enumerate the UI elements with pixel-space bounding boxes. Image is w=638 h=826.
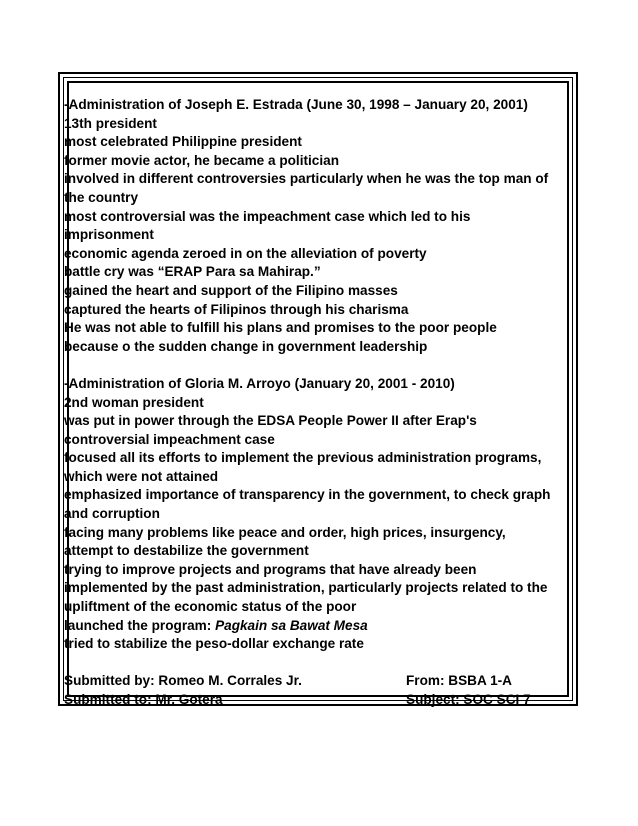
estrada-line: battle cry was “ERAP Para sa Mahirap.” (64, 264, 321, 280)
arroyo-line: facing many problems like peace and order, high prices, insurgency, (64, 524, 506, 540)
program-line (64, 617, 564, 636)
estrada-line: gained the heart and support of the Filipino masses (64, 282, 398, 298)
estrada-line: most celebrated Philippine president (64, 134, 302, 150)
from-section: From: BSBA 1-A (406, 673, 512, 689)
submitted-by: Submitted by: Romeo M. Corrales Jr. (64, 673, 302, 689)
arroyo-line: implemented by the past administration, particularly projects related to the (64, 580, 548, 596)
arroyo-heading: -Administration of Gloria M. Arroyo (January 20, 2001 - 2010) (64, 375, 455, 391)
arroyo-line: trying to improve projects and programs that have already been (64, 561, 477, 577)
estrada-line: the country (64, 189, 139, 205)
estrada-line: 13th president (64, 115, 157, 131)
estrada-line: He was not able to fulfill his plans and promises to the poor people (64, 320, 497, 336)
estrada-line: because o the sudden change in government leadership (64, 338, 428, 354)
estrada-line: economic agenda zeroed in on the alleviation of poverty (64, 245, 427, 261)
arroyo-line: attempt to destabilize the government (64, 543, 309, 559)
arroyo-line: emphasized importance of transparency in the government, to check graph (64, 487, 551, 503)
arroyo-line: controversial impeachment case (64, 431, 275, 447)
estrada-line: most controversial was the impeachment case which led to his (64, 208, 471, 224)
footer-row-2 (64, 691, 564, 710)
estrada-line: imprisonment (64, 227, 154, 243)
arroyo-line: tried to stabilize the peso-dollar exchange rate (64, 636, 364, 652)
arroyo-line: was put in power through the EDSA People Power II after Erap's (64, 413, 477, 429)
estrada-heading: -Administration of Joseph E. Estrada (June 30, 1998 – January 20, 2001) (64, 97, 528, 112)
arroyo-line: and corruption (64, 506, 160, 522)
footer-row-1 (64, 672, 564, 691)
arroyo-line: which were not attained (64, 468, 219, 484)
document-body (64, 96, 564, 710)
arroyo-line: upliftment of the economic status of the poor (64, 599, 357, 615)
program-name: Pagkain sa Bawat Mesa (215, 617, 368, 633)
arroyo-line: 2nd woman president (64, 394, 204, 410)
estrada-line: involved in different controversies particularly when he was the top man of (64, 171, 549, 187)
estrada-line: captured the hearts of Filipinos through his charisma (64, 301, 409, 317)
estrada-line: former movie actor, he became a politician (64, 152, 339, 168)
arroyo-line: focused all its efforts to implement the previous administration programs, (64, 450, 542, 466)
program-prefix: launched the program: (64, 617, 216, 633)
subject: Subject: SOC SCI 7 (406, 692, 531, 707)
submitted-to: Submitted to: Mr. Gotera (64, 692, 223, 707)
